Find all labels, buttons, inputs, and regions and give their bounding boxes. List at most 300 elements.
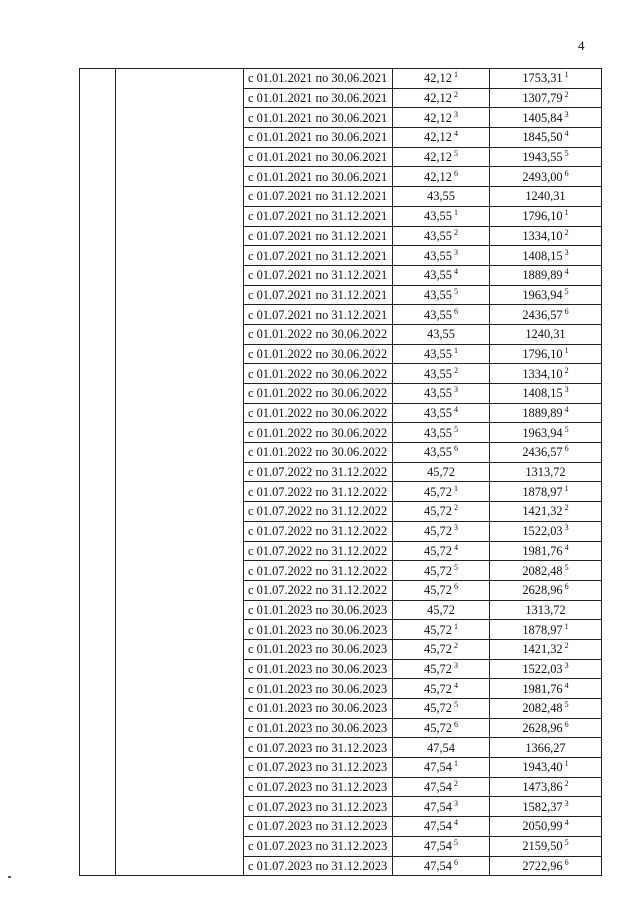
value1-text: 47,54: [424, 819, 452, 834]
tariff-table: [79, 68, 602, 876]
value2-cell: [490, 265, 602, 285]
value2-text: 2082,48: [522, 701, 563, 716]
period-cell: с 01.07.2021 по 31.12.2021: [244, 206, 393, 226]
value1-cell: [393, 128, 490, 148]
period-cell: с 01.07.2022 по 31.12.2022: [244, 502, 393, 522]
value1-cell: [393, 738, 490, 758]
value1-cell: [393, 541, 490, 561]
empty-cell-number: [80, 423, 116, 443]
table-row: [80, 443, 602, 463]
footnote-marker: 5: [453, 562, 458, 572]
value1-text: 45,72: [424, 681, 452, 696]
table-row: [80, 384, 602, 404]
period-cell: с 01.01.2023 по 30.06.2023: [244, 718, 393, 738]
table-row: [80, 699, 602, 719]
value1-cell: [393, 403, 490, 423]
value1-cell: [393, 639, 490, 659]
table-row: [80, 147, 602, 167]
empty-cell-name: [116, 128, 244, 148]
empty-cell-number: [80, 561, 116, 581]
value1-text: 47,54: [424, 760, 452, 775]
value2-text: 1240,31: [525, 189, 566, 204]
period-cell: с 01.01.2022 по 30.06.2022: [244, 324, 393, 344]
value2-cell: [490, 364, 602, 384]
footnote-marker: 6: [564, 857, 569, 867]
empty-cell-name: [116, 659, 244, 679]
footnote-marker: 3: [564, 660, 569, 670]
footnote-marker: 1: [453, 70, 458, 80]
value1-cell: [393, 147, 490, 167]
value1-cell: [393, 187, 490, 207]
value2-text: 1473,86: [522, 780, 563, 795]
empty-cell-number: [80, 777, 116, 797]
period-cell: с 01.01.2022 по 30.06.2022: [244, 423, 393, 443]
value1-text: 43,55: [424, 406, 452, 421]
value2-cell: [490, 147, 602, 167]
value2-text: 1943,40: [522, 760, 563, 775]
table-row: [80, 167, 602, 187]
value1-text: 47,54: [424, 858, 452, 873]
value2-text: 1582,37: [522, 799, 563, 814]
footnote-marker: 3: [564, 247, 569, 257]
table-row: [80, 187, 602, 207]
value1-text: 45,72: [424, 524, 452, 539]
value2-text: 1522,03: [522, 661, 563, 676]
footnote-marker: 4: [453, 680, 458, 690]
value2-text: 1981,76: [522, 543, 563, 558]
period-cell: с 01.01.2023 по 30.06.2023: [244, 620, 393, 640]
empty-cell-number: [80, 600, 116, 620]
value1-cell: [393, 364, 490, 384]
value2-text: 2628,96: [522, 583, 563, 598]
footnote-marker: 2: [564, 90, 569, 100]
scan-speck: [8, 876, 11, 878]
table-row: [80, 226, 602, 246]
table-row: [80, 344, 602, 364]
value2-cell: [490, 226, 602, 246]
value2-cell: [490, 718, 602, 738]
footnote-marker: 4: [564, 267, 569, 277]
footnote-marker: 2: [453, 227, 458, 237]
value2-text: 1878,97: [522, 484, 563, 499]
footnote-marker: 4: [564, 129, 569, 139]
value1-text: 43,55: [424, 445, 452, 460]
empty-cell-number: [80, 108, 116, 128]
empty-cell-name: [116, 738, 244, 758]
period-cell: с 01.07.2022 по 31.12.2022: [244, 580, 393, 600]
empty-cell-name: [116, 561, 244, 581]
period-cell: с 01.01.2021 по 30.06.2021: [244, 69, 393, 89]
table-row: [80, 305, 602, 325]
table-row: [80, 462, 602, 482]
value2-cell: [490, 797, 602, 817]
period-cell: с 01.07.2021 по 31.12.2021: [244, 246, 393, 266]
value2-cell: [490, 206, 602, 226]
period-cell: с 01.01.2021 по 30.06.2021: [244, 108, 393, 128]
footnote-marker: 5: [453, 838, 458, 848]
value1-text: 42,12: [424, 110, 452, 125]
table-row: [80, 600, 602, 620]
value2-text: 2493,00: [522, 169, 563, 184]
value2-cell: [490, 482, 602, 502]
empty-cell-name: [116, 679, 244, 699]
empty-cell-number: [80, 88, 116, 108]
value2-cell: [490, 305, 602, 325]
table-row: [80, 797, 602, 817]
period-cell: с 01.07.2021 по 31.12.2021: [244, 305, 393, 325]
empty-cell-name: [116, 187, 244, 207]
table-row: [80, 206, 602, 226]
empty-cell-name: [116, 758, 244, 778]
value1-text: 45,72: [424, 484, 452, 499]
empty-cell-number: [80, 699, 116, 719]
value1-text: 43,55: [424, 248, 452, 263]
empty-cell-name: [116, 777, 244, 797]
period-cell: с 01.07.2022 по 31.12.2022: [244, 521, 393, 541]
empty-cell-name: [116, 423, 244, 443]
value1-cell: [393, 521, 490, 541]
value2-cell: [490, 856, 602, 876]
value1-text: 45,72: [424, 721, 452, 736]
empty-cell-number: [80, 521, 116, 541]
footnote-marker: 4: [453, 818, 458, 828]
footnote-marker: 2: [453, 365, 458, 375]
value2-cell: [490, 541, 602, 561]
value2-cell: [490, 423, 602, 443]
empty-cell-number: [80, 403, 116, 423]
value2-text: 1408,15: [522, 386, 563, 401]
footnote-marker: 1: [564, 759, 569, 769]
empty-cell-number: [80, 856, 116, 876]
period-cell: с 01.07.2023 по 31.12.2023: [244, 817, 393, 837]
empty-cell-number: [80, 580, 116, 600]
value1-cell: [393, 265, 490, 285]
period-cell: с 01.01.2023 по 30.06.2023: [244, 679, 393, 699]
empty-cell-name: [116, 620, 244, 640]
empty-cell-number: [80, 167, 116, 187]
value2-cell: [490, 620, 602, 640]
empty-cell-name: [116, 541, 244, 561]
period-cell: с 01.01.2022 по 30.06.2022: [244, 384, 393, 404]
table-row: [80, 423, 602, 443]
value2-text: 1796,10: [522, 209, 563, 224]
table-row: [80, 659, 602, 679]
empty-cell-name: [116, 226, 244, 246]
period-cell: с 01.07.2021 по 31.12.2021: [244, 187, 393, 207]
empty-cell-number: [80, 502, 116, 522]
footnote-marker: 5: [564, 286, 569, 296]
empty-cell-number: [80, 246, 116, 266]
footnote-marker: 1: [564, 70, 569, 80]
table-row: [80, 639, 602, 659]
value1-cell: [393, 836, 490, 856]
empty-cell-name: [116, 364, 244, 384]
value1-text: 45,72: [424, 661, 452, 676]
empty-cell-number: [80, 836, 116, 856]
empty-cell-name: [116, 344, 244, 364]
value2-text: 2082,48: [522, 563, 563, 578]
value1-cell: [393, 324, 490, 344]
value1-cell: [393, 206, 490, 226]
table-row: [80, 521, 602, 541]
empty-cell-number: [80, 147, 116, 167]
value1-text: 43,55: [424, 386, 452, 401]
value1-cell: [393, 285, 490, 305]
period-cell: с 01.01.2023 по 30.06.2023: [244, 639, 393, 659]
value1-text: 42,12: [424, 150, 452, 165]
footnote-marker: 1: [564, 621, 569, 631]
empty-cell-number: [80, 659, 116, 679]
value1-cell: [393, 462, 490, 482]
value2-cell: [490, 502, 602, 522]
value1-text: 45,72: [424, 622, 452, 637]
value1-cell: [393, 167, 490, 187]
value2-text: 1334,10: [522, 366, 563, 381]
footnote-marker: 2: [564, 641, 569, 651]
table-row: [80, 69, 602, 89]
empty-cell-name: [116, 324, 244, 344]
value1-text: 45,72: [427, 602, 455, 617]
footnote-marker: 6: [564, 720, 569, 730]
table-row: [80, 285, 602, 305]
empty-cell-number: [80, 285, 116, 305]
empty-cell-name: [116, 718, 244, 738]
empty-cell-name: [116, 403, 244, 423]
empty-cell-number: [80, 443, 116, 463]
value2-text: 1796,10: [522, 346, 563, 361]
period-cell: с 01.01.2021 по 30.06.2021: [244, 147, 393, 167]
value1-text: 47,54: [424, 839, 452, 854]
value2-cell: [490, 699, 602, 719]
footnote-marker: 3: [564, 798, 569, 808]
tariff-table-body: [80, 69, 602, 876]
period-cell: с 01.01.2022 по 30.06.2022: [244, 364, 393, 384]
period-cell: с 01.07.2022 по 31.12.2022: [244, 541, 393, 561]
value1-text: 45,72: [427, 465, 455, 480]
period-cell: с 01.07.2023 по 31.12.2023: [244, 738, 393, 758]
value1-cell: [393, 305, 490, 325]
empty-cell-name: [116, 384, 244, 404]
footnote-marker: 5: [564, 562, 569, 572]
empty-cell-number: [80, 797, 116, 817]
value1-cell: [393, 817, 490, 837]
value2-cell: [490, 69, 602, 89]
value2-text: 1878,97: [522, 622, 563, 637]
value1-text: 43,55: [424, 425, 452, 440]
footnote-marker: 5: [564, 700, 569, 710]
empty-cell-number: [80, 69, 116, 89]
table-row: [80, 88, 602, 108]
footnote-marker: 6: [453, 306, 458, 316]
table-row: [80, 541, 602, 561]
value2-cell: [490, 88, 602, 108]
footnote-marker: 1: [564, 483, 569, 493]
value2-cell: [490, 128, 602, 148]
value2-text: 2436,57: [522, 445, 563, 460]
value1-text: 47,54: [427, 740, 455, 755]
value1-cell: [393, 443, 490, 463]
footnote-marker: 1: [453, 208, 458, 218]
value2-cell: [490, 462, 602, 482]
value2-text: 1845,50: [522, 130, 563, 145]
value2-cell: [490, 285, 602, 305]
empty-cell-name: [116, 246, 244, 266]
value2-text: 1240,31: [525, 327, 566, 342]
value2-cell: [490, 600, 602, 620]
footnote-marker: 4: [564, 818, 569, 828]
value1-text: 43,55: [424, 287, 452, 302]
value2-text: 2436,57: [522, 307, 563, 322]
value1-cell: [393, 679, 490, 699]
footnote-marker: 2: [453, 90, 458, 100]
value1-text: 45,72: [424, 642, 452, 657]
empty-cell-name: [116, 305, 244, 325]
value2-text: 2722,96: [522, 858, 563, 873]
value1-text: 42,12: [424, 169, 452, 184]
value2-text: 2628,96: [522, 721, 563, 736]
table-row: [80, 836, 602, 856]
value2-text: 1421,32: [522, 642, 563, 657]
table-row: [80, 580, 602, 600]
empty-cell-name: [116, 856, 244, 876]
footnote-marker: 2: [453, 641, 458, 651]
footnote-marker: 1: [453, 759, 458, 769]
value1-cell: [393, 699, 490, 719]
footnote-marker: 1: [564, 345, 569, 355]
empty-cell-name: [116, 108, 244, 128]
empty-cell-number: [80, 817, 116, 837]
value2-text: 1334,10: [522, 228, 563, 243]
period-cell: с 01.07.2023 по 31.12.2023: [244, 856, 393, 876]
footnote-marker: 2: [564, 503, 569, 513]
period-cell: с 01.01.2022 по 30.06.2022: [244, 443, 393, 463]
value1-cell: [393, 758, 490, 778]
value1-cell: [393, 797, 490, 817]
value2-text: 1522,03: [522, 524, 563, 539]
value1-cell: [393, 226, 490, 246]
footnote-marker: 4: [564, 405, 569, 415]
value1-text: 42,12: [424, 91, 452, 106]
empty-cell-name: [116, 443, 244, 463]
footnote-marker: 3: [564, 523, 569, 533]
value2-text: 1421,32: [522, 504, 563, 519]
value2-cell: [490, 836, 602, 856]
footnote-marker: 2: [564, 779, 569, 789]
value2-cell: [490, 403, 602, 423]
value1-cell: [393, 246, 490, 266]
table-row: [80, 324, 602, 344]
value2-text: 1963,94: [522, 425, 563, 440]
empty-cell-name: [116, 580, 244, 600]
value2-text: 1408,15: [522, 248, 563, 263]
footnote-marker: 3: [453, 798, 458, 808]
period-cell: с 01.07.2023 по 31.12.2023: [244, 777, 393, 797]
value1-cell: [393, 423, 490, 443]
empty-cell-name: [116, 521, 244, 541]
footnote-marker: 3: [453, 523, 458, 533]
empty-cell-name: [116, 797, 244, 817]
empty-cell-number: [80, 639, 116, 659]
table-row: [80, 718, 602, 738]
empty-cell-name: [116, 462, 244, 482]
footnote-marker: 6: [564, 582, 569, 592]
empty-cell-number: [80, 738, 116, 758]
table-row: [80, 817, 602, 837]
period-cell: с 01.07.2021 по 31.12.2021: [244, 226, 393, 246]
footnote-marker: 2: [453, 503, 458, 513]
value2-cell: [490, 659, 602, 679]
value1-text: 45,72: [424, 701, 452, 716]
footnote-marker: 5: [564, 149, 569, 159]
value2-cell: [490, 246, 602, 266]
footnote-marker: 2: [564, 365, 569, 375]
empty-cell-name: [116, 482, 244, 502]
value2-cell: [490, 639, 602, 659]
value1-cell: [393, 561, 490, 581]
period-cell: с 01.07.2023 по 31.12.2023: [244, 797, 393, 817]
table-row: [80, 856, 602, 876]
value1-cell: [393, 384, 490, 404]
footnote-marker: 2: [453, 779, 458, 789]
table-row: [80, 403, 602, 423]
period-cell: с 01.01.2021 по 30.06.2021: [244, 128, 393, 148]
empty-cell-name: [116, 167, 244, 187]
empty-cell-number: [80, 620, 116, 640]
footnote-marker: 6: [564, 306, 569, 316]
footnote-marker: 3: [564, 109, 569, 119]
footnote-marker: 6: [453, 444, 458, 454]
empty-cell-number: [80, 541, 116, 561]
value1-text: 45,72: [424, 583, 452, 598]
value1-cell: [393, 580, 490, 600]
value2-cell: [490, 443, 602, 463]
value2-cell: [490, 187, 602, 207]
value2-text: 1313,72: [525, 465, 566, 480]
value1-cell: [393, 344, 490, 364]
table-row: [80, 758, 602, 778]
empty-cell-name: [116, 836, 244, 856]
footnote-marker: 6: [453, 582, 458, 592]
empty-cell-number: [80, 679, 116, 699]
footnote-marker: 5: [453, 700, 458, 710]
value2-cell: [490, 738, 602, 758]
table-row: [80, 246, 602, 266]
footnote-marker: 4: [453, 542, 458, 552]
value1-cell: [393, 777, 490, 797]
table-row: [80, 738, 602, 758]
period-cell: с 01.01.2021 по 30.06.2021: [244, 167, 393, 187]
footnote-marker: 6: [564, 444, 569, 454]
footnote-marker: 5: [453, 286, 458, 296]
empty-cell-number: [80, 364, 116, 384]
period-cell: с 01.07.2023 по 31.12.2023: [244, 758, 393, 778]
empty-cell-number: [80, 128, 116, 148]
period-cell: с 01.07.2022 по 31.12.2022: [244, 462, 393, 482]
footnote-marker: 4: [453, 405, 458, 415]
page-number: 4: [578, 38, 585, 53]
value1-cell: [393, 108, 490, 128]
period-cell: с 01.01.2023 по 30.06.2023: [244, 600, 393, 620]
footnote-marker: 6: [453, 720, 458, 730]
period-cell: с 01.07.2021 по 31.12.2021: [244, 285, 393, 305]
footnote-marker: 5: [453, 424, 458, 434]
empty-cell-number: [80, 226, 116, 246]
empty-cell-name: [116, 88, 244, 108]
period-cell: с 01.01.2022 по 30.06.2022: [244, 344, 393, 364]
value2-cell: [490, 108, 602, 128]
value1-text: 43,55: [427, 189, 455, 204]
value1-text: 42,12: [424, 130, 452, 145]
